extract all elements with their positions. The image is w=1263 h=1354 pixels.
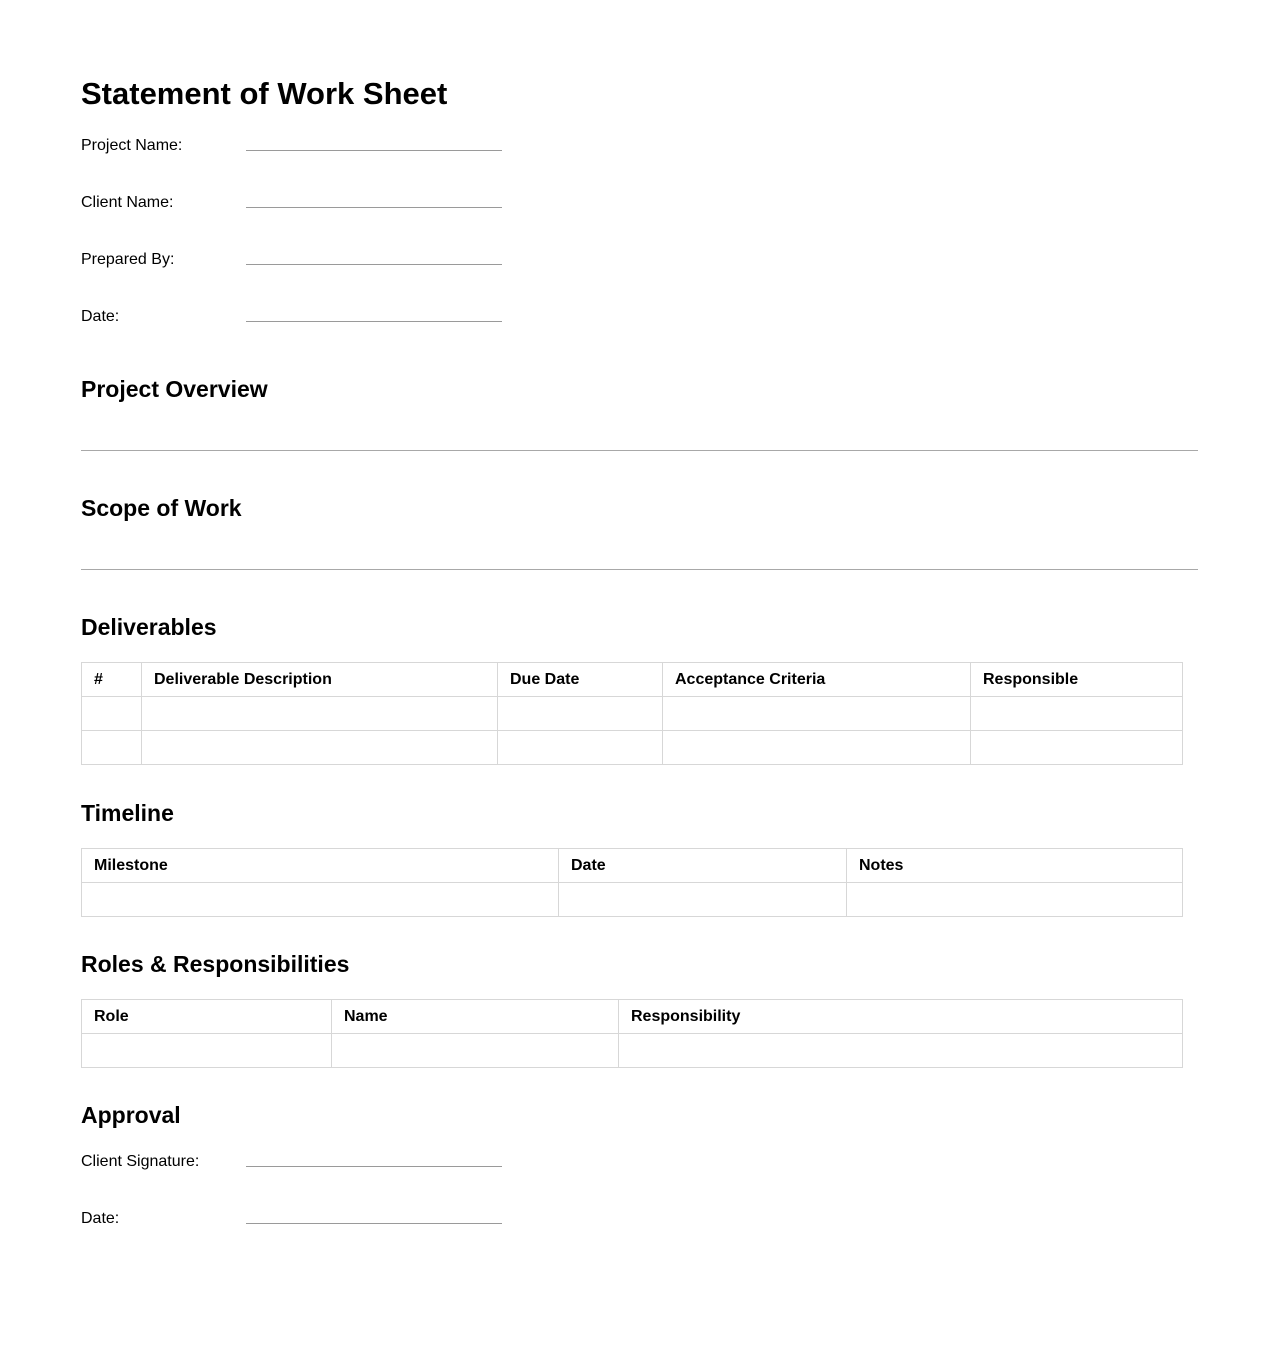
field-label: Client Name: bbox=[81, 194, 174, 211]
table-cell[interactable] bbox=[82, 697, 142, 731]
project-name-field bbox=[81, 136, 502, 160]
table-cell[interactable] bbox=[142, 731, 498, 765]
roles-heading: Roles & Responsibilities bbox=[81, 951, 350, 977]
table-row bbox=[82, 1034, 1183, 1068]
table-cell[interactable] bbox=[498, 731, 663, 765]
table-cell[interactable] bbox=[498, 697, 663, 731]
prepared-by-input-line[interactable] bbox=[246, 264, 502, 265]
scope-of-work-heading: Scope of Work bbox=[81, 495, 242, 521]
approval-date-input-line[interactable] bbox=[246, 1223, 502, 1224]
deliverables-table bbox=[81, 662, 1183, 765]
table-row bbox=[82, 697, 1183, 731]
timeline-table bbox=[81, 848, 1183, 917]
table-cell[interactable] bbox=[847, 883, 1183, 917]
column-header: Due Date bbox=[498, 663, 663, 697]
approval-date-field bbox=[81, 1209, 502, 1233]
table-cell[interactable] bbox=[332, 1034, 619, 1068]
field-label: Date: bbox=[81, 308, 120, 325]
table-row bbox=[82, 883, 1183, 917]
field-label: Client Signature: bbox=[81, 1153, 200, 1170]
timeline-heading: Timeline bbox=[81, 800, 174, 826]
column-header: Deliverable Description bbox=[142, 663, 498, 697]
table-cell[interactable] bbox=[82, 731, 142, 765]
client-signature-input-line[interactable] bbox=[246, 1166, 502, 1167]
column-header: Milestone bbox=[82, 849, 559, 883]
project-overview-heading: Project Overview bbox=[81, 376, 268, 402]
table-cell[interactable] bbox=[663, 697, 971, 731]
client-signature-field bbox=[81, 1152, 502, 1176]
client-name-input-line[interactable] bbox=[246, 207, 502, 208]
table-header-row bbox=[82, 1000, 1183, 1034]
roles-table bbox=[81, 999, 1183, 1068]
prepared-by-field bbox=[81, 250, 502, 274]
column-header: Role bbox=[82, 1000, 332, 1034]
table-cell[interactable] bbox=[971, 731, 1183, 765]
scope-of-work-line bbox=[81, 569, 1198, 570]
table-cell[interactable] bbox=[82, 1034, 332, 1068]
client-name-field bbox=[81, 193, 502, 217]
column-header: Acceptance Criteria bbox=[663, 663, 971, 697]
table-cell[interactable] bbox=[559, 883, 847, 917]
deliverables-heading: Deliverables bbox=[81, 614, 217, 640]
date-field bbox=[81, 307, 502, 331]
column-header: # bbox=[82, 663, 142, 697]
approval-heading: Approval bbox=[81, 1102, 181, 1128]
column-header: Responsibility bbox=[619, 1000, 1183, 1034]
project-overview-line bbox=[81, 450, 1198, 451]
field-label: Project Name: bbox=[81, 137, 183, 154]
project-name-input-line[interactable] bbox=[246, 150, 502, 151]
column-header: Responsible bbox=[971, 663, 1183, 697]
column-header: Date bbox=[559, 849, 847, 883]
table-cell[interactable] bbox=[619, 1034, 1183, 1068]
document-title: Statement of Work Sheet bbox=[81, 76, 448, 111]
table-cell[interactable] bbox=[82, 883, 559, 917]
table-header-row bbox=[82, 663, 1183, 697]
table-cell[interactable] bbox=[663, 731, 971, 765]
column-header: Name bbox=[332, 1000, 619, 1034]
field-label: Date: bbox=[81, 1210, 120, 1227]
column-header: Notes bbox=[847, 849, 1183, 883]
date-input-line[interactable] bbox=[246, 321, 502, 322]
table-row bbox=[82, 731, 1183, 765]
field-label: Prepared By: bbox=[81, 251, 175, 268]
table-cell[interactable] bbox=[971, 697, 1183, 731]
table-header-row bbox=[82, 849, 1183, 883]
table-cell[interactable] bbox=[142, 697, 498, 731]
